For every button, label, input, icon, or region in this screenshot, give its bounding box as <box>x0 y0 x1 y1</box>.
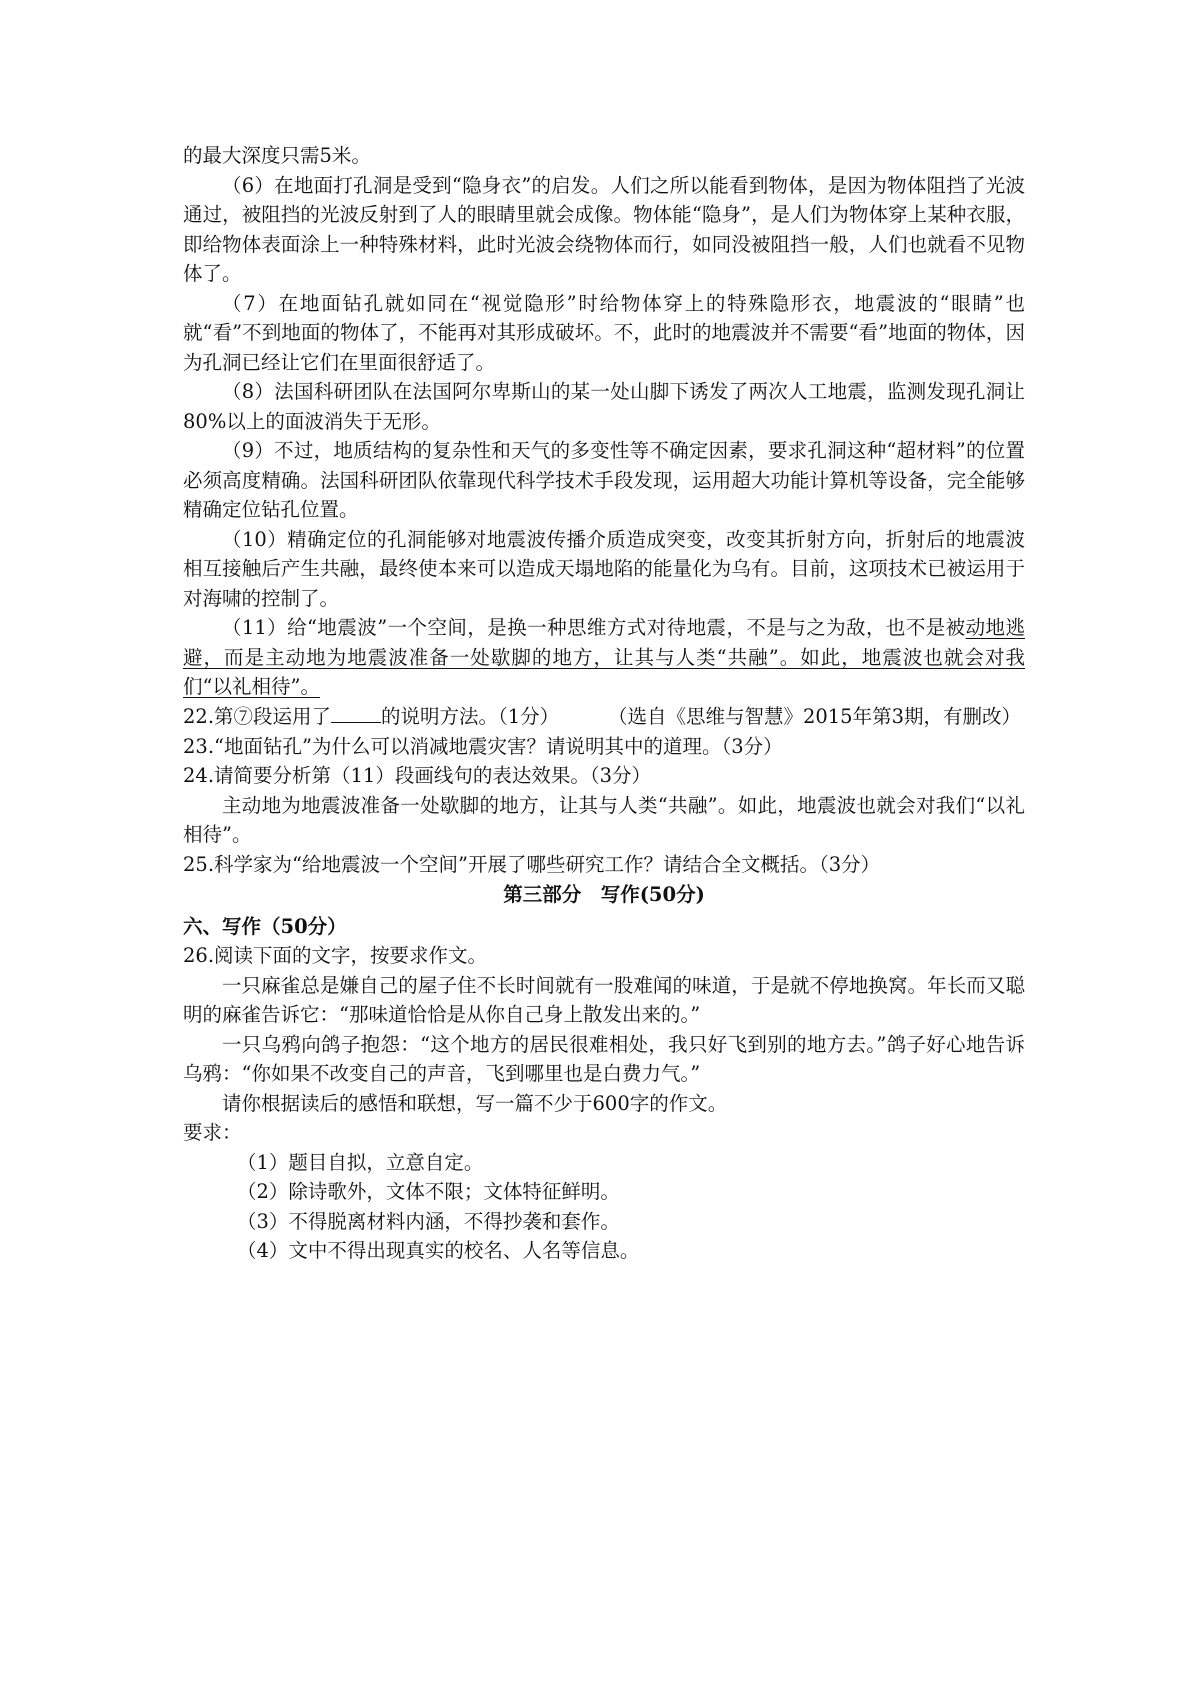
question-24-quote: 主动地为地震波准备一处歇脚的地方，让其与人类“共融”。如此，地震波也就会对我们“以礼相待”。 <box>183 793 1025 846</box>
requirement-1: （1）题目自拟，立意自定。 <box>237 1150 484 1174</box>
paragraph-11-lead: （11）给“地震波”一个空间，是换一种思维方式对待地震，不是与之为敌，也不是被 <box>222 616 966 639</box>
writing-section <box>183 878 1025 1266</box>
material-crow: 一只乌鸦向鸽子抱怨：“这个地方的居民很难相处，我只好飞到别的地方去。”鸽子好心地告诉乌鸦：“你如果不改变自己的声音，飞到哪里也是白费力气。” <box>183 1032 1025 1085</box>
requirement-4: （4）文中不得出现真实的校名、人名等信息。 <box>237 1239 640 1262</box>
questions-section <box>183 702 1025 879</box>
section-six-title: 六、写作（50分） <box>183 914 347 938</box>
paragraph-7: （7）在地面钻孔就如同在“视觉隐形”时给物体穿上的特殊隐形衣，地震波的“眼睛”也就“看”不到地面的物体了，不能再对其形成破坏。不，此时的地震波并不需要“看”地面的物体，因为孔洞已经让它们在里面很舒适了。 <box>183 291 1025 374</box>
paragraph-9: （9）不过，地质结构的复杂性和天气的多变性等不确定因素，要求孔洞这种“超材料”的位置必须高度精确。法国科研团队依靠现代科学技术手段发现，运用超大功能计算机等设备，完全能够精确定位钻孔位置。 <box>183 439 1025 521</box>
requirements-label: 要求： <box>183 1121 242 1144</box>
paragraph-8: （8）法国科研团队在法国阿尔卑斯山的某一处山脚下诱发了两次人工地震，监测发现孔洞让80%以上的面波消失于无形。 <box>183 380 1025 433</box>
source-citation: （选自《思维与智慧》2015年第3期，有删改） <box>607 704 1021 728</box>
question-25: 25.科学家为“给地震波一个空间”开展了哪些研究工作？请结合全文概括。（3分） <box>183 852 881 876</box>
question-22: 22.第⑦段运用了 的说明方法。（1分） <box>183 705 560 728</box>
paragraph-10: （10）精确定位的孔洞能够对地震波传播介质造成突变，改变其折射方向，折射后的地震波相互接触后产生共融，最终使本来可以造成天塌地陷的能量化为乌有。目前，这项技术已被运用于对海啸的控制了。 <box>183 527 1025 610</box>
paragraph-6: （6）在地面打孔洞是受到“隐身衣”的启发。人们之所以能看到物体，是因为物体阻挡了光波通过，被阻挡的光波反射到了人的眼睛里就会成像。物体能“隐身”，是人们为物体穿上某种衣服，即给物体表面涂上一种特殊材料，此时光波会绕物体而行，如同没被阻挡一般，人们也就看不见物体了。 <box>183 173 1025 285</box>
reading-passage <box>183 141 1025 731</box>
answer-blank[interactable] <box>331 704 381 723</box>
underlined-sentence: 动地逃避，而是主动地为地震波准备一处歇脚的地方，让其与人类“共融”。如此，地震波也就会对我们“以礼相待”。 <box>183 616 1025 698</box>
requirement-3: （3）不得脱离材料内涵，不得抄袭和套作。 <box>237 1209 620 1233</box>
question-23: 23.“地面钻孔”为什么可以消减地震灾害？请说明其中的道理。（3分） <box>183 734 783 758</box>
question-26: 26.阅读下面的文字，按要求作文。 <box>183 944 488 967</box>
writing-instruction: 请你根据读后的感悟和联想，写一篇不少于600字的作文。 <box>222 1091 728 1115</box>
paragraph-continuation: 的最大深度只需5米。 <box>183 144 371 167</box>
part-three-heading: 第三部分 写作(50分) <box>503 883 705 906</box>
material-sparrow: 一只麻雀总是嫌自己的屋子住不长时间就有一股难闻的味道，于是就不停地换窝。年长而又聪明的麻雀告诉它：“那味道恰恰是从你自己身上散发出来的。” <box>183 973 1025 1026</box>
question-24: 24.请简要分析第（11）段画线句的表达效果。（3分） <box>183 764 651 787</box>
requirement-2: （2）除诗歌外，文体不限；文体特征鲜明。 <box>237 1180 620 1203</box>
paragraph-11 <box>183 613 1025 702</box>
